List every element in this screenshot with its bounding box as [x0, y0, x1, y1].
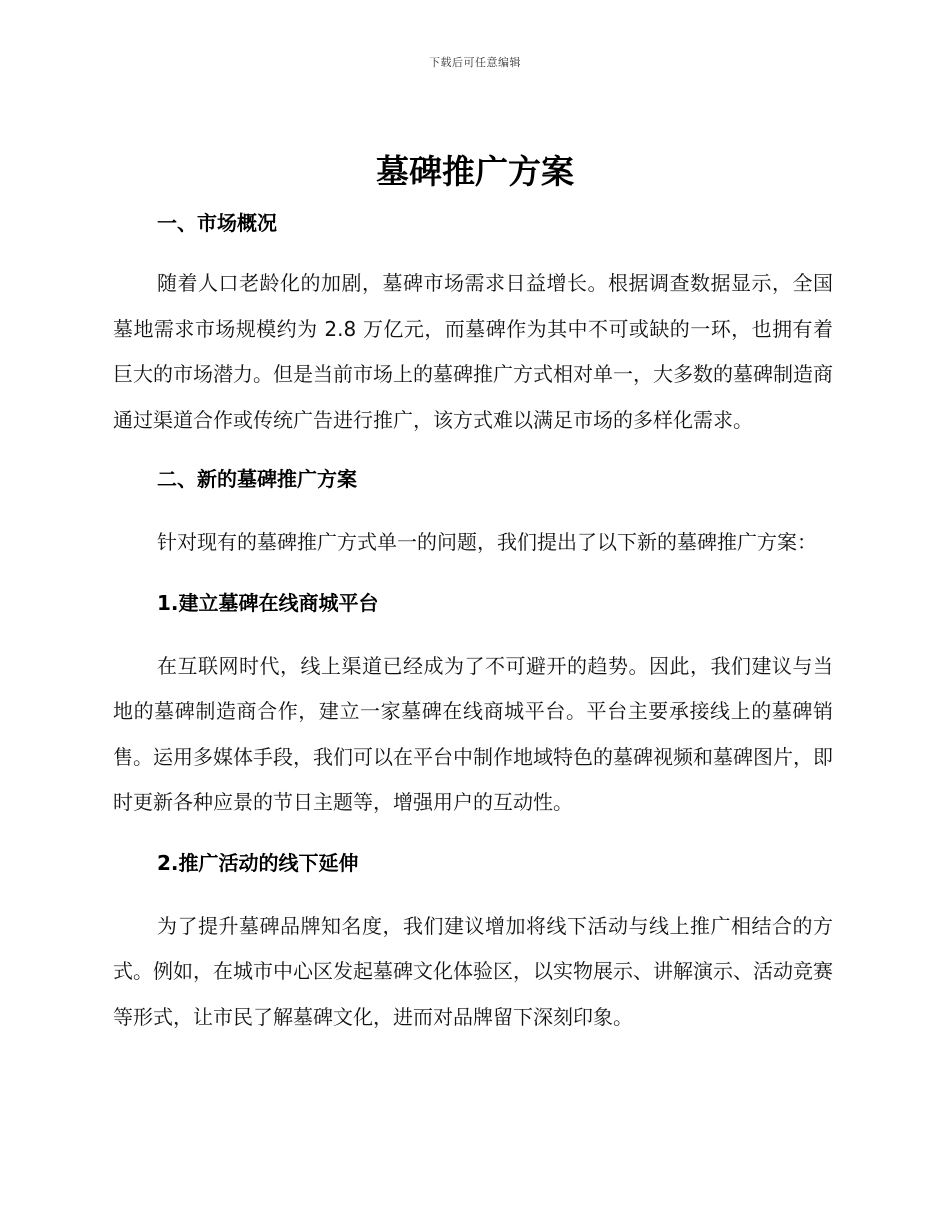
- section-paragraph-new-plan: 针对现有的墓碑推广方式单一的问题，我们提出了以下新的墓碑推广方案：: [157, 530, 817, 554]
- section-heading-online-mall: 1.建立墓碑在线商城平台: [157, 590, 379, 615]
- document-body: [113, 204, 833, 1040]
- section-paragraph-online-mall: 在互联网时代，线上渠道已经成为了不可避开的趋势。因此，我们建议与当地的墓碑制造商合作，建立一家墓碑在线商城平台。平台主要承接线上的墓碑销售。运用多媒体手段，我们可以在平台中制作地域特色的墓碑视频和墓碑图片，即时更新各种应景的节日主题等，增强用户的互动性。: [113, 653, 833, 814]
- header-note: 下载后可任意编辑: [429, 56, 521, 69]
- section-heading-new-plan: 二、新的墓碑推广方案: [157, 467, 357, 491]
- section-heading-offline-extension: 2.推广活动的线下延伸: [157, 850, 359, 875]
- document-title: 墓碑推广方案: [376, 152, 574, 191]
- section-paragraph-offline-extension: 为了提升墓碑品牌知名度，我们建议增加将线下活动与线上推广相结合的方式。例如，在城市中心区发起墓碑文化体验区，以实物展示、讲解演示、活动竞赛等形式，让市民了解墓碑文化，进而对品牌留下深刻印象。: [113, 913, 833, 1029]
- section-heading-market-overview: 一、市场概况: [157, 211, 277, 235]
- section-paragraph-market-overview: 随着人口老龄化的加剧，墓碑市场需求日益增长。根据调查数据显示，全国墓地需求市场规模约为 2.8 万亿元，而墓碑作为其中不可或缺的一环，也拥有着巨大的市场潜力。但是当前市场上的墓碑推广方式相对单一，大多数的墓碑制造商通过渠道合作或传统广告进行推广，该方式难以满足市场的多样化需求。: [113, 271, 833, 432]
